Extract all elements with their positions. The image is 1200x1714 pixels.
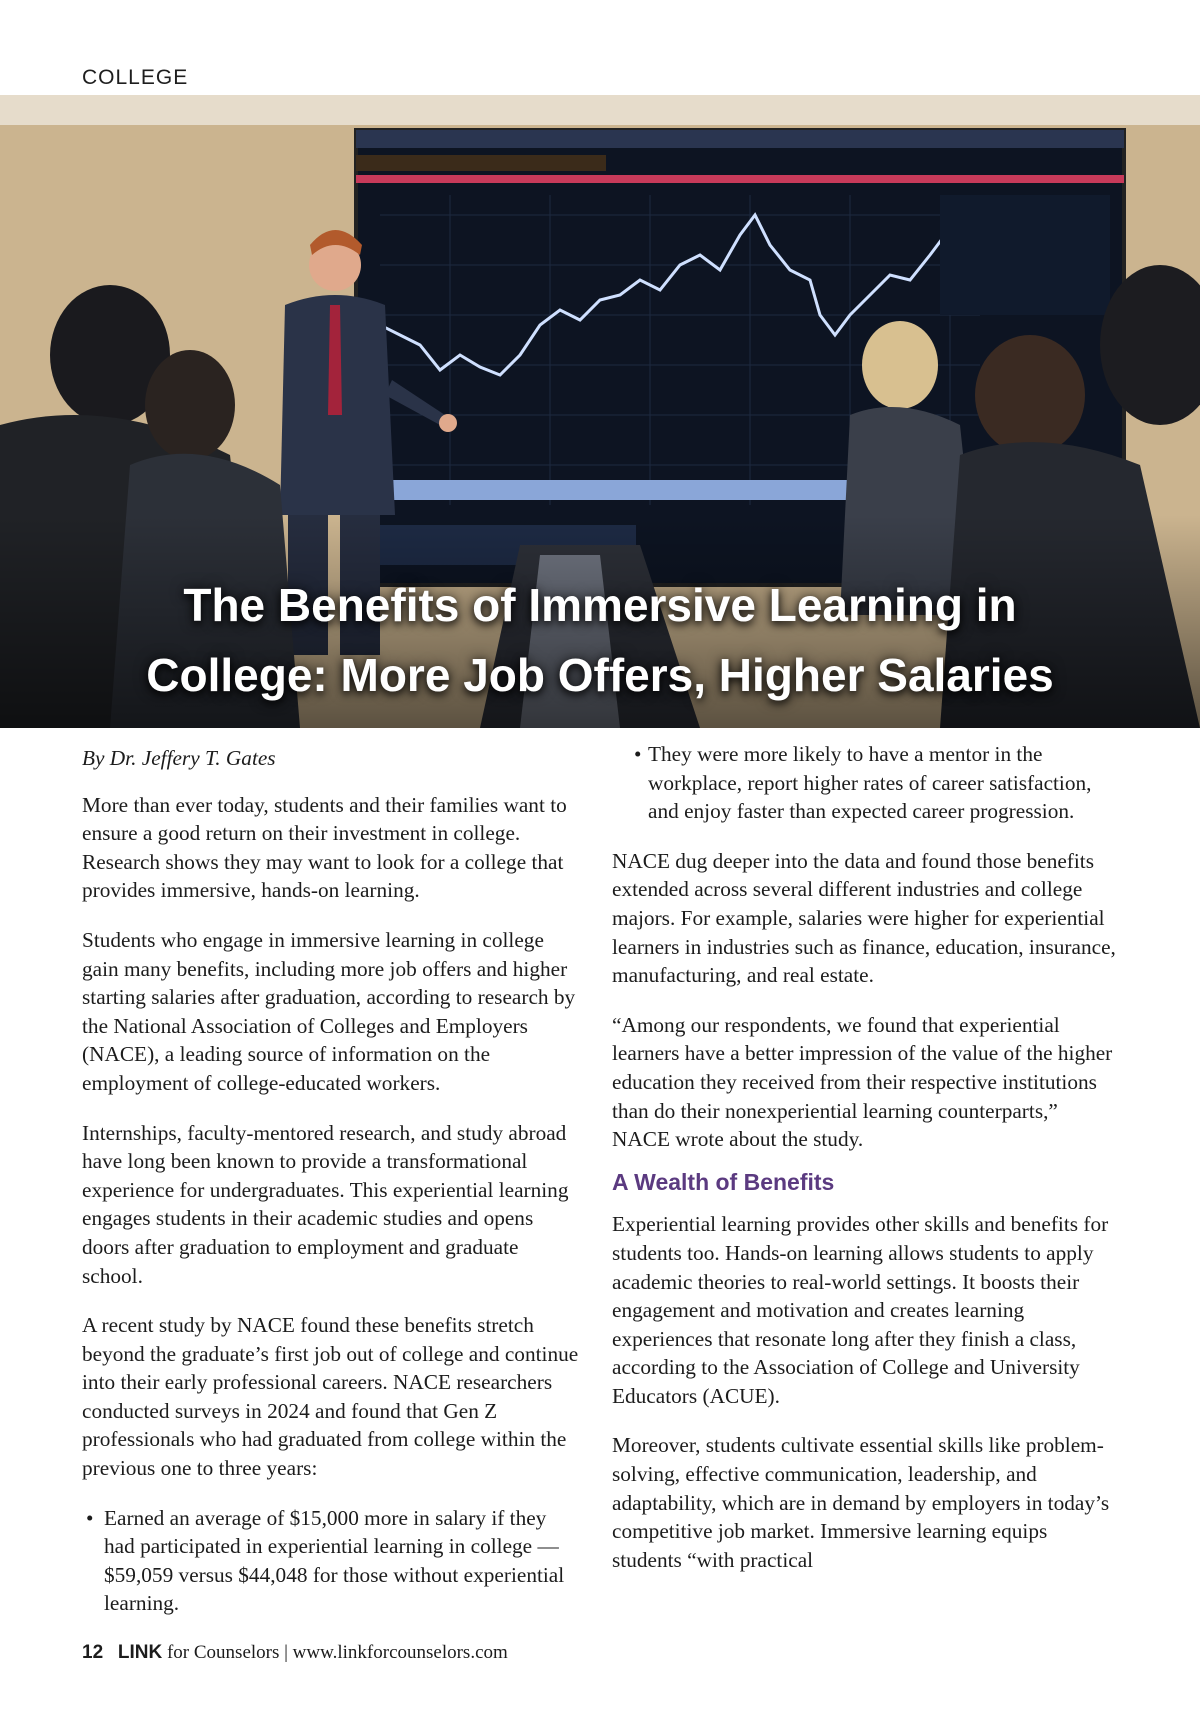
list-item: • They were more likely to have a mentor in the workplace, report higher rates of career satisfaction, and enjoy faster than expected career progression. [612,740,1117,826]
article-column-right [612,740,1117,1595]
paragraph: “Among our respondents, we found that experiential learners have a better impression of the value of the higher education they received from their respective institutions than do their nonexperiential learning counterparts,” NACE wrote about the study. [612,1012,1113,1152]
paragraph: Experiential learning provides other skills and benefits for students too. Hands-on learning allows students to apply academic theories to real-world settings. It boosts their engagement and motivation and creates learning experiences that resonate long after they finish a class, according to the Association of College and University Educators (ACUE). [612,1212,1109,1408]
section-subheading: A Wealth of Benefits [612,1168,835,1195]
paragraph: Students who engage in immersive learning in college gain many benefits, including more job offers and higher starting salaries after graduation, according to research by the National Association of Colleges and Employers (NACE), a leading source of information on the employment of college-educated workers. [82,927,576,1095]
headline-line-1: The Benefits of Immersive Learning in [183,579,1017,631]
bullet-list [82,1504,582,1618]
list-item: • Earned an average of $15,000 more in salary if they had participated in experiential learning in college — $59,059 versus $44,048 for those without experiential learning. [82,1504,582,1618]
publication-credit: for Counselors | www.linkforcounselors.com [166,1642,508,1663]
bullet-list [612,740,1117,826]
article-headline [0,570,1200,710]
paragraph: NACE dug deeper into the data and found those benefits extended across several different industries and college majors. For example, salaries were higher for experiential learners in industries such as finance, education, insurance, manufacturing, and real estate. [612,848,1116,988]
byline: By Dr. Jeffery T. Gates [82,746,276,770]
page-number: 12 [82,1642,104,1663]
paragraph: More than ever today, students and their families want to ensure a good return on their investment in college. Research shows they may want to look for a college that provides immersive, hands-on learning. [82,792,567,903]
article-column-left [82,744,582,1618]
paragraph: A recent study by NACE found these benefits stretch beyond the graduate’s first job out of college and continue into their early professional careers. NACE researchers conducted surveys in 2024 and found that Gen Z professionals who had graduated from college within the previous one to three years: [82,1313,579,1481]
headline-line-2: College: More Job Offers, Higher Salaries [146,649,1054,701]
paragraph: Moreover, students cultivate essential skills like problem-solving, effective communication, leadership, and adaptability, which are in demand by employers in today’s competitive job market. Immersive learning equips students “with practical [612,1433,1110,1572]
section-label: COLLEGE [82,66,189,89]
publication-brand: LINK [117,1642,163,1663]
paragraph: Internships, faculty-mentored research, and study abroad have long been known to provide a transformational experience for undergraduates. This experiential learning engages students in their academic studies and opens doors after graduation to employment and graduate school. [82,1120,569,1288]
page-footer [82,1642,508,1664]
